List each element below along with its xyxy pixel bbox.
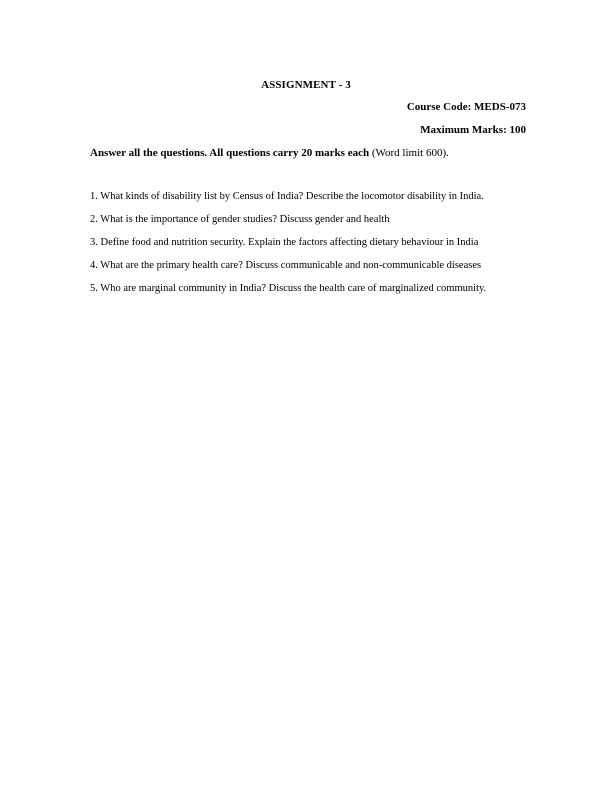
question-5: 5. Who are marginal community in India? Discuss the health care of marginalized community.	[90, 283, 487, 294]
instructions-bold: Answer all the questions. All questions carry 20 marks each	[90, 147, 370, 159]
question-1: 1. What kinds of disability list by Census of India? Describe the locomotor disability in India.	[90, 191, 484, 202]
instructions-word-limit: (Word limit 600).	[369, 147, 449, 159]
instructions	[90, 147, 449, 159]
question-3: 3. Define food and nutrition security. Explain the factors affecting dietary behaviour in India	[90, 237, 479, 248]
assignment-title: ASSIGNMENT - 3	[261, 79, 351, 91]
maximum-marks: Maximum Marks: 100	[420, 124, 526, 136]
question-2: 2. What is the importance of gender studies? Discuss gender and health	[90, 214, 390, 225]
question-list	[90, 190, 530, 305]
course-code: Course Code: MEDS-073	[406, 101, 526, 113]
question-4: 4. What are the primary health care? Discuss communicable and non-communicable diseases	[90, 260, 482, 271]
